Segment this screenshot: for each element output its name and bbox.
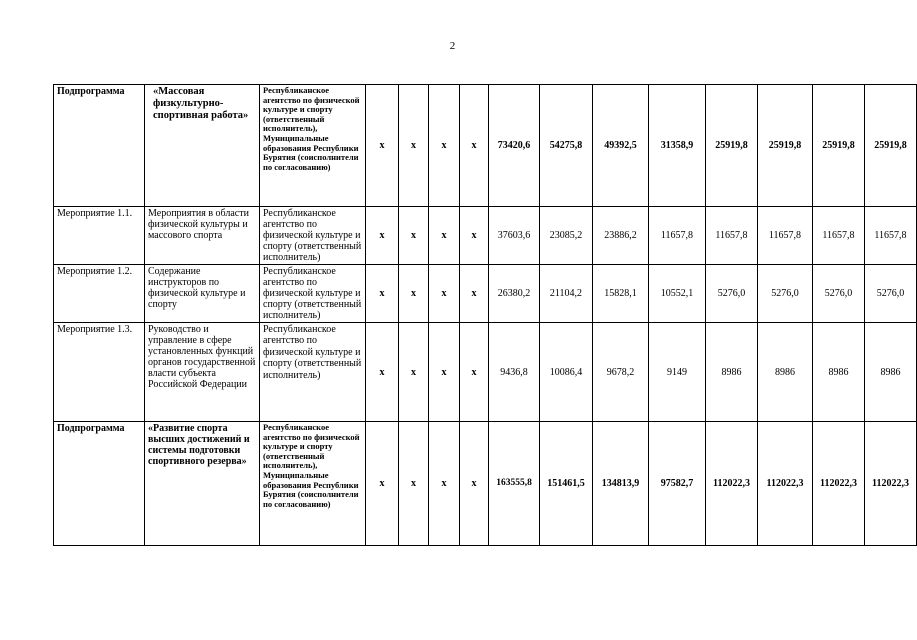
value-cell: 25919,8 xyxy=(758,85,813,207)
table-row xyxy=(54,422,917,546)
x-cell: x xyxy=(460,207,489,265)
row-name: «Массовая физкультурно-спортивная работа» xyxy=(145,85,260,207)
x-cell: x xyxy=(399,207,429,265)
x-cell: x xyxy=(399,265,429,323)
x-cell: x xyxy=(460,422,489,546)
value-cell: 11657,8 xyxy=(813,207,865,265)
table-row xyxy=(54,207,917,265)
row-responsible: Республиканское агентство по физической культуре и спорту (ответственный исполнитель) xyxy=(260,265,366,323)
value-cell: 112022,3 xyxy=(706,422,758,546)
value-cell: 15828,1 xyxy=(593,265,649,323)
row-responsible: Республиканское агентство по физической культуре и спорту (ответственный исполнитель), Муниципальные образования Республики Бурятия (соисполнители по согласованию) xyxy=(260,85,366,207)
value-cell: 21104,2 xyxy=(540,265,593,323)
value-cell: 10552,1 xyxy=(649,265,706,323)
row-type: Мероприятие 1.3. xyxy=(54,323,145,422)
row-type: Подпрограмма xyxy=(54,85,145,207)
value-cell: 97582,7 xyxy=(649,422,706,546)
value-cell: 9436,8 xyxy=(489,323,540,422)
x-cell: x xyxy=(429,207,460,265)
value-cell: 8986 xyxy=(813,323,865,422)
row-responsible: Республиканское агентство по физической культуре и спорту (ответственный исполнитель), Муниципальные образования Республики Бурятия (соисполнители по согласованию) xyxy=(260,422,366,546)
row-name: «Развитие спорта высших достижений и системы подготовки спортивного резерва» xyxy=(145,422,260,546)
x-cell: x xyxy=(429,85,460,207)
x-cell: x xyxy=(429,265,460,323)
value-cell: 9678,2 xyxy=(593,323,649,422)
row-type: Мероприятие 1.1. xyxy=(54,207,145,265)
value-cell: 112022,3 xyxy=(813,422,865,546)
value-cell: 5276,0 xyxy=(813,265,865,323)
x-cell: x xyxy=(366,265,399,323)
row-name: Мероприятия в области физической культуры и массового спорта xyxy=(145,207,260,265)
value-cell: 31358,9 xyxy=(649,85,706,207)
program-table xyxy=(53,84,917,546)
x-cell: x xyxy=(399,422,429,546)
value-cell: 37603,6 xyxy=(489,207,540,265)
row-responsible: Республиканское агентство по физической культуре и спорту (ответственный исполнитель) xyxy=(260,323,366,422)
table-row xyxy=(54,323,917,422)
table-row xyxy=(54,85,917,207)
row-name: Содержание инструкторов по физической культуре и спорту xyxy=(145,265,260,323)
value-cell: 112022,3 xyxy=(758,422,813,546)
value-cell: 10086,4 xyxy=(540,323,593,422)
x-cell: x xyxy=(460,265,489,323)
table-row xyxy=(54,265,917,323)
x-cell: x xyxy=(399,323,429,422)
value-cell: 8986 xyxy=(706,323,758,422)
value-cell: 25919,8 xyxy=(706,85,758,207)
value-cell: 26380,2 xyxy=(489,265,540,323)
value-cell: 11657,8 xyxy=(649,207,706,265)
value-cell: 9149 xyxy=(649,323,706,422)
value-cell: 11657,8 xyxy=(758,207,813,265)
x-cell: x xyxy=(366,207,399,265)
value-cell: 134813,9 xyxy=(593,422,649,546)
value-cell: 54275,8 xyxy=(540,85,593,207)
value-cell: 5276,0 xyxy=(865,265,917,323)
value-cell: 112022,3 xyxy=(865,422,917,546)
x-cell: x xyxy=(460,323,489,422)
value-cell: 5276,0 xyxy=(758,265,813,323)
x-cell: x xyxy=(366,85,399,207)
value-cell: 23085,2 xyxy=(540,207,593,265)
value-cell: 49392,5 xyxy=(593,85,649,207)
value-cell: 23886,2 xyxy=(593,207,649,265)
value-cell: 25919,8 xyxy=(865,85,917,207)
value-cell: 8986 xyxy=(865,323,917,422)
value-cell: 163555,8 xyxy=(489,422,540,546)
x-cell: x xyxy=(366,422,399,546)
value-cell: 8986 xyxy=(758,323,813,422)
value-cell: 11657,8 xyxy=(865,207,917,265)
x-cell: x xyxy=(366,323,399,422)
row-responsible: Республиканское агентство по физической культуре и спорту (ответственный исполнитель) xyxy=(260,207,366,265)
value-cell: 11657,8 xyxy=(706,207,758,265)
x-cell: x xyxy=(429,323,460,422)
x-cell: x xyxy=(399,85,429,207)
page-number: 2 xyxy=(449,40,456,52)
row-type: Подпрограмма xyxy=(54,422,145,546)
x-cell: x xyxy=(460,85,489,207)
value-cell: 5276,0 xyxy=(706,265,758,323)
x-cell: x xyxy=(429,422,460,546)
value-cell: 73420,6 xyxy=(489,85,540,207)
row-type: Мероприятие 1.2. xyxy=(54,265,145,323)
value-cell: 151461,5 xyxy=(540,422,593,546)
value-cell: 25919,8 xyxy=(813,85,865,207)
row-name: Руководство и управление в сфере установленных функций органов государственной власти субъекта Российской Федерации xyxy=(145,323,260,422)
